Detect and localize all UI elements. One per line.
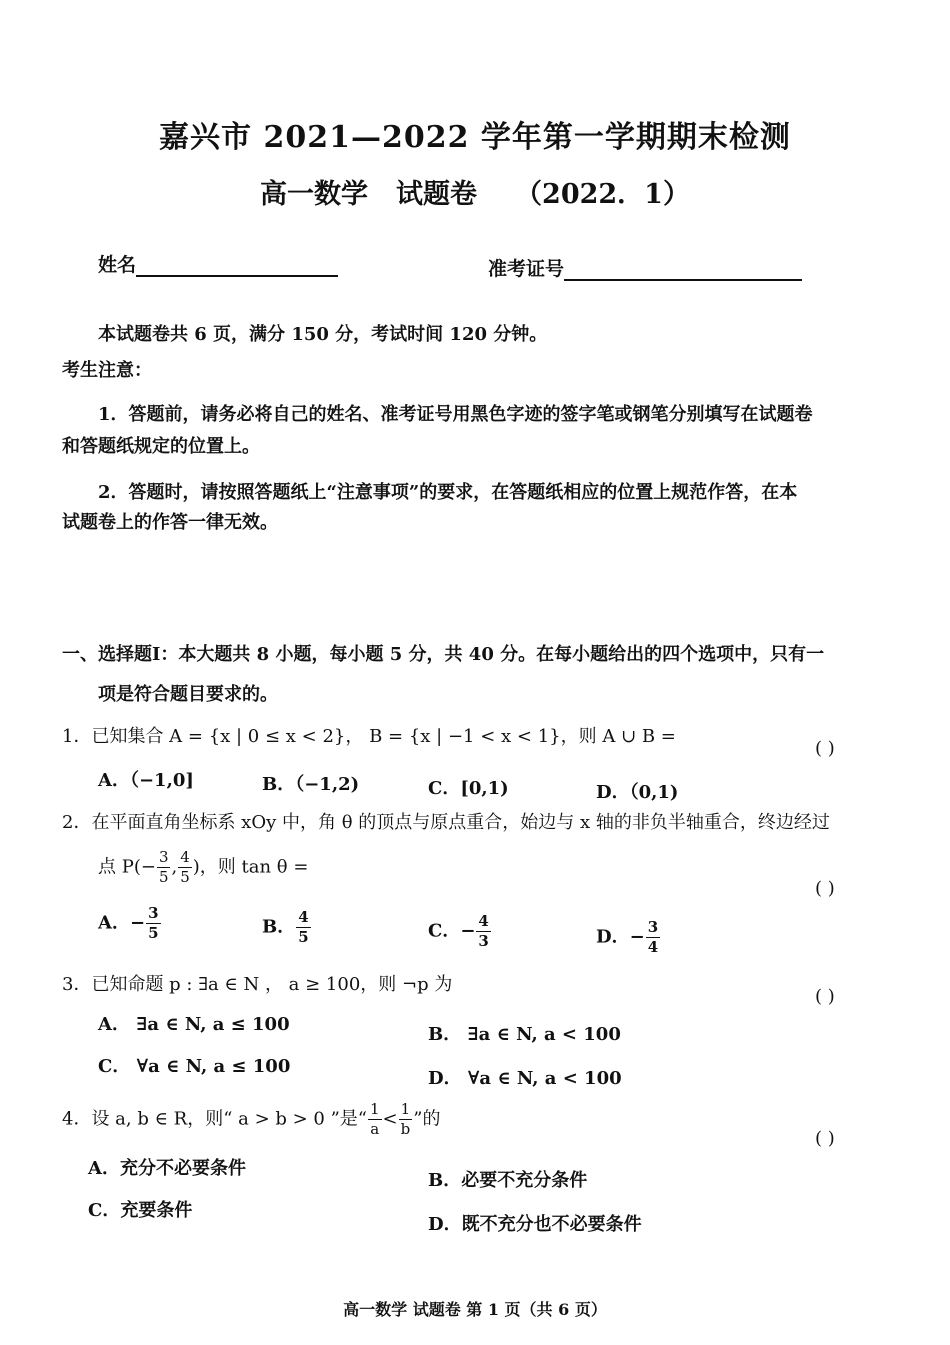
q1-option-d[interactable]: D．（0,1) bbox=[596, 782, 679, 803]
name-label: 姓名 bbox=[98, 254, 137, 276]
q2-point-y-den: 5 bbox=[180, 868, 190, 886]
exam-subtitle bbox=[0, 172, 950, 211]
notice-item-1-line-1: 1．答题前，请务必将自己的姓名、准考证号用黑色字迹的签字笔或钢笔分别填写在试题卷 bbox=[98, 404, 813, 425]
q2-option-b-den: 5 bbox=[298, 928, 309, 946]
q2-option-d-sign: − bbox=[629, 926, 645, 948]
section-1-heading-cont: 项是符合题目要求的。 bbox=[98, 684, 278, 705]
notice-item-1-line-2: 和答题纸规定的位置上。 bbox=[62, 436, 260, 457]
q2-option-b[interactable] bbox=[262, 910, 312, 945]
q4-option-b[interactable]: B．必要不充分条件 bbox=[428, 1170, 588, 1191]
q4-stem-suffix: ”的 bbox=[413, 1108, 441, 1130]
q4-answer-paren[interactable]: ( ) bbox=[815, 1128, 835, 1149]
notice-item-2-line-1: 2．答题时，请按照答题纸上“注意事项”的要求，在答题纸相应的位置上规范作答，在本 bbox=[98, 482, 798, 503]
id-blank[interactable] bbox=[564, 279, 802, 281]
q2-option-d-den: 4 bbox=[647, 938, 659, 956]
q4-stem bbox=[62, 1102, 440, 1137]
q2-option-c-den: 3 bbox=[478, 932, 489, 950]
notice-title: 考生注意： bbox=[62, 360, 152, 381]
q2-option-a-fraction bbox=[146, 906, 160, 941]
q2-option-c-label: C． bbox=[428, 920, 461, 942]
q2-answer-paren[interactable]: ( ) bbox=[815, 878, 835, 899]
id-label: 准考证号 bbox=[488, 258, 565, 280]
q1-option-c[interactable]: C．[0,1) bbox=[428, 778, 509, 799]
q2-option-a-label: A． bbox=[98, 912, 130, 934]
q4-option-c[interactable]: C．充要条件 bbox=[88, 1200, 193, 1221]
name-blank[interactable] bbox=[136, 275, 338, 277]
section-1-heading: 一、选择题Ⅰ：本大题共 8 小题，每小题 5 分，共 40 分。在每小题给出的四个选项中，只有一 bbox=[62, 644, 825, 665]
q1-stem: 1．已知集合 A = {x | 0 ≤ x < 2}， B = {x | −1 < x < 1}，则 A ∪ B = bbox=[62, 726, 676, 747]
q2-stem-line-2: 点 P(− $\frac{3}{5}$ , $\frac{4}{5}$ )，则 tan θ = bbox=[98, 848, 309, 886]
q4-fraction-1 bbox=[368, 1102, 382, 1137]
q2-option-b-fraction bbox=[296, 910, 310, 945]
q3-answer-paren[interactable]: ( ) bbox=[815, 986, 835, 1007]
q4-less-than: < bbox=[382, 1108, 398, 1130]
q1-option-a[interactable]: A．（−1,0] bbox=[98, 770, 194, 791]
q2-option-d-num: 3 bbox=[647, 918, 659, 936]
q4-fraction-2-den: b bbox=[400, 1120, 411, 1138]
exam-title: 嘉兴市 2021—2022 学年第一学期期末检测 bbox=[159, 120, 791, 155]
q2-option-c-num: 4 bbox=[478, 912, 489, 930]
q3-option-a[interactable]: A． ∃a ∈ N, a ≤ 100 bbox=[98, 1014, 290, 1035]
q2-point-y-num: 4 bbox=[180, 848, 190, 866]
exam-date: （2022．1） bbox=[515, 179, 690, 210]
q3-option-b[interactable]: B． ∃a ∈ N, a < 100 bbox=[428, 1024, 621, 1045]
q2-option-a-sign: − bbox=[129, 912, 146, 934]
q2-point-y-fraction bbox=[178, 850, 192, 885]
q2-option-d[interactable] bbox=[596, 920, 661, 955]
q2-option-c-fraction bbox=[476, 914, 490, 949]
name-field[interactable] bbox=[98, 250, 338, 277]
q2-option-b-label: B． bbox=[262, 916, 296, 938]
q4-fraction-2 bbox=[399, 1102, 413, 1137]
q4-stem-prefix: 4．设 a, b ∈ R，则“ a > b > 0 ”是“ bbox=[62, 1108, 367, 1130]
q2-point-x-fraction bbox=[157, 850, 171, 885]
q2-point-x-den: 5 bbox=[158, 868, 169, 886]
q2-option-c[interactable] bbox=[428, 914, 492, 949]
q2-option-a-num: 3 bbox=[148, 904, 159, 922]
exam-info: 本试题卷共 6 页，满分 150 分，考试时间 120 分钟。 bbox=[98, 324, 548, 345]
q3-option-c[interactable]: C． ∀a ∈ N, a ≤ 100 bbox=[98, 1056, 291, 1077]
notice-item-2-line-2: 试题卷上的作答一律无效。 bbox=[62, 512, 278, 533]
q4-option-a[interactable]: A．充分不必要条件 bbox=[88, 1158, 246, 1179]
q2-point-prefix: 点 P(− bbox=[98, 856, 156, 878]
q4-fraction-2-num: 1 bbox=[399, 1102, 413, 1120]
q4-fraction-1-den: a bbox=[370, 1120, 380, 1138]
q2-option-d-fraction bbox=[646, 920, 660, 955]
q2-stem-line-1: 2．在平面直角坐标系 xOy 中，角 θ 的顶点与原点重合，始边与 x 轴的非负半轴重合，终边经过 bbox=[62, 812, 830, 833]
paper-label: 试题卷 bbox=[396, 179, 478, 210]
q2-point-x-num: 3 bbox=[158, 848, 169, 866]
q2-option-c-sign: − bbox=[460, 920, 476, 942]
id-field[interactable] bbox=[488, 254, 802, 281]
q2-option-b-num: 4 bbox=[298, 908, 309, 926]
q1-answer-paren[interactable]: ( ) bbox=[815, 738, 835, 759]
page-footer: 高一数学 试题卷 第 1 页（共 6 页） bbox=[343, 1300, 607, 1319]
q2-option-a[interactable] bbox=[98, 906, 162, 941]
q2-option-d-label: D． bbox=[596, 926, 630, 948]
q4-option-d[interactable]: D．既不充分也不必要条件 bbox=[428, 1214, 642, 1235]
q2-point-suffix: )，则 tan θ = bbox=[192, 856, 309, 878]
q4-fraction-1-num: 1 bbox=[370, 1100, 380, 1118]
q3-option-d[interactable]: D． ∀a ∈ N, a < 100 bbox=[428, 1068, 622, 1089]
q3-stem: 3．已知命题 p : ∃a ∈ N ， a ≥ 100，则 ¬p 为 bbox=[62, 974, 453, 995]
subject-label: 高一数学 bbox=[260, 179, 369, 210]
q1-option-b[interactable]: B．（−1,2) bbox=[262, 774, 360, 795]
q2-option-a-den: 5 bbox=[148, 924, 159, 942]
